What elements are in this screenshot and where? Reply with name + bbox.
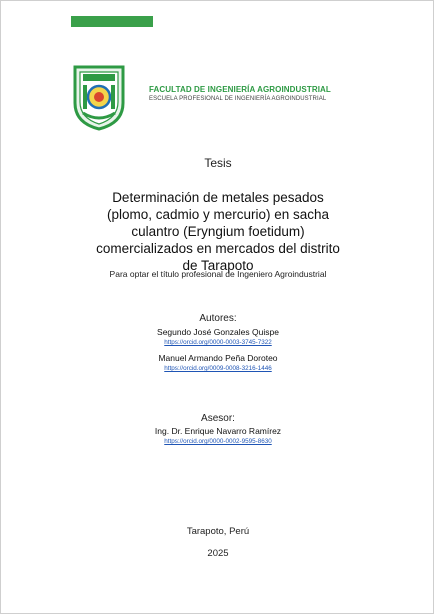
- thesis-title: Determinación de metales pesados (plomo, cadmio y mercurio) en sacha culantro (Eryngium foetidum) comercializados en mercados del distrito de Tarapoto: [96, 190, 340, 273]
- university-seal-icon: [71, 63, 127, 131]
- author-orcid-link[interactable]: https://orcid.org/0000-0003-3745-7322: [164, 339, 272, 346]
- place: Tarapoto, Perú: [186, 526, 250, 537]
- faculty-name: FACULTAD DE INGENIERÍA AGROINDUSTRIAL: [149, 85, 331, 94]
- degree-purpose: Para optar el título profesional de Ingeniero Agroindustrial: [109, 269, 327, 279]
- document-type: Tesis: [204, 156, 232, 170]
- advisor-label: Asesor:: [201, 413, 235, 424]
- header-color-bar: [71, 16, 153, 27]
- year: 2025: [207, 548, 229, 559]
- author-orcid-link[interactable]: https://orcid.org/0009-0008-3216-1446: [164, 365, 272, 372]
- advisor-name: Ing. Dr. Enrique Navarro Ramírez: [154, 426, 282, 436]
- faculty-header: [149, 85, 331, 102]
- school-name: ESCUELA PROFESIONAL DE INGENIERÍA AGROINDUSTRIAL: [149, 96, 327, 102]
- author-name: Segundo José Gonzales Quispe: [157, 327, 279, 337]
- authors-label: Autores:: [199, 313, 237, 324]
- author-name: Manuel Armando Peña Doroteo: [158, 353, 278, 363]
- advisor-orcid-link[interactable]: https://orcid.org/0000-0002-9595-8630: [164, 438, 272, 445]
